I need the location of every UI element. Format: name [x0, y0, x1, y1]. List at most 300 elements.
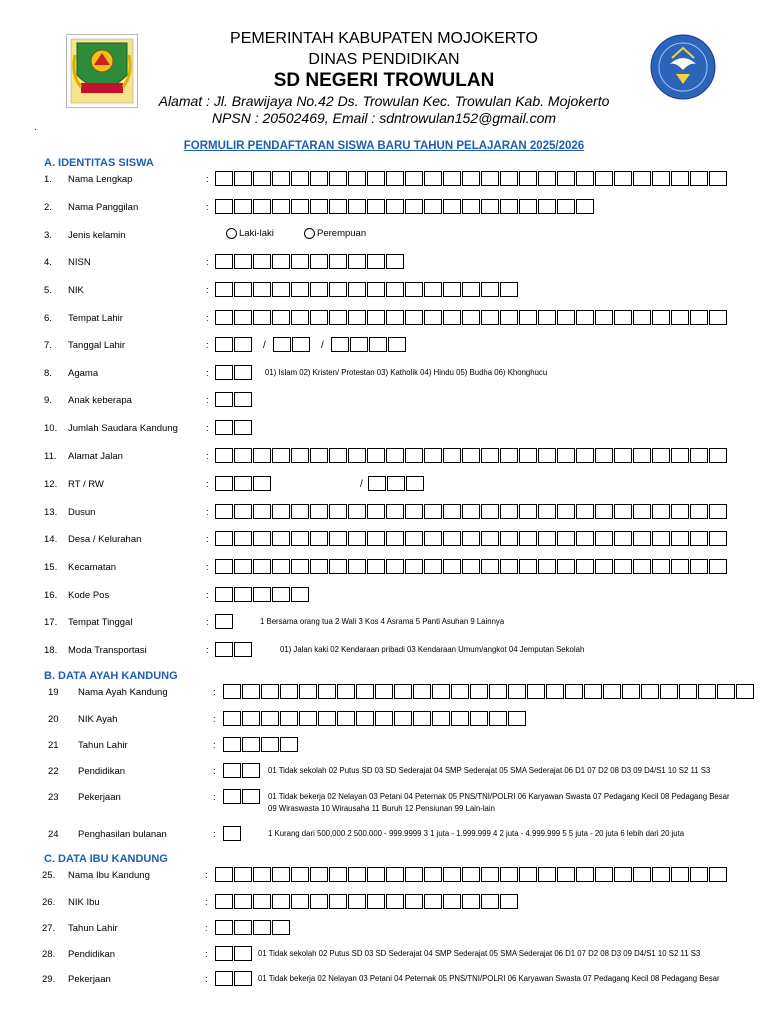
character-box[interactable] — [348, 282, 366, 297]
character-box[interactable] — [443, 448, 461, 463]
character-box[interactable] — [375, 684, 393, 699]
character-box[interactable] — [318, 711, 336, 726]
character-box[interactable] — [310, 894, 328, 909]
character-box[interactable] — [337, 711, 355, 726]
character-box[interactable] — [331, 337, 349, 352]
character-box[interactable] — [388, 337, 406, 352]
character-box[interactable] — [500, 171, 518, 186]
character-box[interactable] — [633, 559, 651, 574]
character-box[interactable] — [291, 310, 309, 325]
character-box[interactable] — [367, 894, 385, 909]
character-box[interactable] — [348, 171, 366, 186]
character-box[interactable] — [356, 711, 374, 726]
character-box[interactable] — [253, 894, 271, 909]
character-input-boxes[interactable] — [215, 946, 252, 961]
character-box[interactable] — [329, 448, 347, 463]
character-box[interactable] — [443, 504, 461, 519]
character-box[interactable] — [386, 531, 404, 546]
character-box[interactable] — [234, 867, 252, 882]
character-box[interactable] — [443, 199, 461, 214]
character-box[interactable] — [348, 254, 366, 269]
character-box[interactable] — [223, 789, 241, 804]
character-box[interactable] — [215, 614, 233, 629]
character-box[interactable] — [234, 310, 252, 325]
character-box[interactable] — [709, 504, 727, 519]
character-box[interactable] — [348, 504, 366, 519]
character-box[interactable] — [413, 711, 431, 726]
character-box[interactable] — [405, 867, 423, 882]
character-box[interactable] — [280, 684, 298, 699]
character-box[interactable] — [481, 199, 499, 214]
character-input-boxes[interactable] — [215, 420, 252, 435]
character-box[interactable] — [489, 711, 507, 726]
character-box[interactable] — [424, 199, 442, 214]
character-box[interactable] — [234, 282, 252, 297]
character-box[interactable] — [348, 894, 366, 909]
character-box[interactable] — [424, 559, 442, 574]
character-box[interactable] — [234, 642, 252, 657]
character-box[interactable] — [234, 504, 252, 519]
character-box[interactable] — [405, 282, 423, 297]
character-input-boxes[interactable] — [215, 920, 290, 935]
character-box[interactable] — [253, 448, 271, 463]
character-box[interactable] — [470, 711, 488, 726]
character-box[interactable] — [215, 171, 233, 186]
character-box[interactable] — [595, 867, 613, 882]
character-box[interactable] — [299, 711, 317, 726]
character-box[interactable] — [424, 531, 442, 546]
character-input-boxes[interactable] — [215, 171, 727, 186]
character-box[interactable] — [272, 282, 290, 297]
character-box[interactable] — [215, 867, 233, 882]
character-box[interactable] — [557, 171, 575, 186]
character-box[interactable] — [481, 310, 499, 325]
character-box[interactable] — [576, 504, 594, 519]
character-box[interactable] — [223, 711, 241, 726]
character-box[interactable] — [595, 310, 613, 325]
character-input-boxes[interactable] — [215, 337, 252, 352]
character-box[interactable] — [519, 531, 537, 546]
character-box[interactable] — [367, 199, 385, 214]
character-box[interactable] — [310, 282, 328, 297]
character-input-boxes[interactable] — [223, 826, 241, 841]
character-box[interactable] — [367, 448, 385, 463]
character-box[interactable] — [432, 684, 450, 699]
character-box[interactable] — [272, 254, 290, 269]
character-box[interactable] — [652, 559, 670, 574]
character-box[interactable] — [234, 531, 252, 546]
character-box[interactable] — [519, 559, 537, 574]
character-box[interactable] — [348, 310, 366, 325]
character-box[interactable] — [709, 531, 727, 546]
character-box[interactable] — [310, 310, 328, 325]
character-box[interactable] — [215, 587, 233, 602]
character-box[interactable] — [500, 448, 518, 463]
character-box[interactable] — [709, 310, 727, 325]
character-box[interactable] — [310, 504, 328, 519]
character-box[interactable] — [253, 920, 271, 935]
character-box[interactable] — [690, 310, 708, 325]
character-box[interactable] — [633, 867, 651, 882]
character-box[interactable] — [519, 448, 537, 463]
character-box[interactable] — [223, 826, 241, 841]
character-box[interactable] — [261, 684, 279, 699]
character-box[interactable] — [736, 684, 754, 699]
character-box[interactable] — [508, 684, 526, 699]
character-box[interactable] — [310, 531, 328, 546]
character-box[interactable] — [451, 684, 469, 699]
character-box[interactable] — [215, 642, 233, 657]
character-box[interactable] — [386, 894, 404, 909]
character-box[interactable] — [253, 476, 271, 491]
character-box[interactable] — [641, 684, 659, 699]
character-box[interactable] — [310, 171, 328, 186]
character-box[interactable] — [386, 171, 404, 186]
character-box[interactable] — [690, 531, 708, 546]
character-box[interactable] — [405, 199, 423, 214]
character-box[interactable] — [242, 789, 260, 804]
character-box[interactable] — [405, 504, 423, 519]
character-box[interactable] — [443, 171, 461, 186]
character-input-boxes[interactable] — [215, 365, 252, 380]
character-box[interactable] — [234, 971, 252, 986]
character-box[interactable] — [538, 559, 556, 574]
character-box[interactable] — [557, 867, 575, 882]
character-box[interactable] — [671, 448, 689, 463]
character-box[interactable] — [595, 448, 613, 463]
character-box[interactable] — [443, 531, 461, 546]
character-box[interactable] — [272, 531, 290, 546]
character-box[interactable] — [671, 310, 689, 325]
character-box[interactable] — [500, 310, 518, 325]
character-box[interactable] — [253, 171, 271, 186]
character-box[interactable] — [633, 310, 651, 325]
character-box[interactable] — [519, 504, 537, 519]
character-box[interactable] — [709, 559, 727, 574]
character-box[interactable] — [519, 867, 537, 882]
character-box[interactable] — [424, 867, 442, 882]
character-box[interactable] — [386, 867, 404, 882]
character-box[interactable] — [614, 531, 632, 546]
character-box[interactable] — [291, 171, 309, 186]
character-box[interactable] — [470, 684, 488, 699]
character-input-boxes[interactable] — [273, 337, 310, 352]
radio-circle-icon[interactable] — [304, 228, 315, 239]
character-box[interactable] — [538, 504, 556, 519]
character-box[interactable] — [652, 531, 670, 546]
character-box[interactable] — [538, 171, 556, 186]
character-box[interactable] — [348, 559, 366, 574]
character-box[interactable] — [215, 971, 233, 986]
character-box[interactable] — [576, 310, 594, 325]
character-box[interactable] — [310, 559, 328, 574]
character-box[interactable] — [291, 531, 309, 546]
character-box[interactable] — [690, 171, 708, 186]
character-box[interactable] — [671, 559, 689, 574]
character-box[interactable] — [481, 559, 499, 574]
character-box[interactable] — [538, 448, 556, 463]
character-box[interactable] — [709, 867, 727, 882]
character-box[interactable] — [576, 448, 594, 463]
character-input-boxes[interactable] — [215, 971, 252, 986]
character-box[interactable] — [299, 684, 317, 699]
character-input-boxes[interactable] — [223, 763, 260, 778]
character-box[interactable] — [595, 559, 613, 574]
character-box[interactable] — [652, 867, 670, 882]
character-box[interactable] — [223, 763, 241, 778]
character-box[interactable] — [291, 282, 309, 297]
character-input-boxes[interactable] — [215, 254, 404, 269]
character-box[interactable] — [462, 310, 480, 325]
character-box[interactable] — [462, 171, 480, 186]
character-box[interactable] — [329, 282, 347, 297]
character-box[interactable] — [223, 737, 241, 752]
character-input-boxes[interactable] — [223, 711, 526, 726]
character-box[interactable] — [253, 504, 271, 519]
character-input-boxes[interactable] — [215, 199, 594, 214]
character-box[interactable] — [386, 448, 404, 463]
character-box[interactable] — [500, 199, 518, 214]
character-box[interactable] — [253, 282, 271, 297]
character-box[interactable] — [215, 559, 233, 574]
character-box[interactable] — [261, 737, 279, 752]
character-box[interactable] — [310, 448, 328, 463]
character-box[interactable] — [603, 684, 621, 699]
character-box[interactable] — [310, 867, 328, 882]
character-box[interactable] — [660, 684, 678, 699]
character-box[interactable] — [519, 171, 537, 186]
character-box[interactable] — [633, 171, 651, 186]
character-box[interactable] — [405, 310, 423, 325]
character-box[interactable] — [671, 867, 689, 882]
character-box[interactable] — [234, 946, 252, 961]
character-box[interactable] — [546, 684, 564, 699]
radio-circle-icon[interactable] — [226, 228, 237, 239]
character-box[interactable] — [405, 448, 423, 463]
character-box[interactable] — [318, 684, 336, 699]
character-box[interactable] — [527, 684, 545, 699]
character-input-boxes[interactable] — [215, 894, 518, 909]
character-box[interactable] — [652, 448, 670, 463]
character-box[interactable] — [622, 684, 640, 699]
character-box[interactable] — [215, 920, 233, 935]
character-box[interactable] — [253, 310, 271, 325]
character-box[interactable] — [538, 199, 556, 214]
character-box[interactable] — [709, 171, 727, 186]
character-box[interactable] — [481, 171, 499, 186]
character-box[interactable] — [242, 763, 260, 778]
character-box[interactable] — [337, 684, 355, 699]
character-box[interactable] — [576, 867, 594, 882]
character-box[interactable] — [375, 711, 393, 726]
character-box[interactable] — [234, 920, 252, 935]
character-box[interactable] — [386, 282, 404, 297]
character-box[interactable] — [557, 310, 575, 325]
character-box[interactable] — [386, 504, 404, 519]
character-box[interactable] — [614, 504, 632, 519]
character-input-boxes[interactable] — [215, 448, 727, 463]
character-box[interactable] — [291, 587, 309, 602]
character-box[interactable] — [576, 199, 594, 214]
character-box[interactable] — [462, 867, 480, 882]
character-box[interactable] — [253, 587, 271, 602]
character-box[interactable] — [413, 684, 431, 699]
character-box[interactable] — [481, 448, 499, 463]
character-box[interactable] — [538, 531, 556, 546]
character-box[interactable] — [462, 894, 480, 909]
character-box[interactable] — [633, 504, 651, 519]
character-box[interactable] — [576, 531, 594, 546]
character-box[interactable] — [350, 337, 368, 352]
character-box[interactable] — [614, 310, 632, 325]
character-box[interactable] — [367, 254, 385, 269]
character-box[interactable] — [424, 504, 442, 519]
character-box[interactable] — [462, 531, 480, 546]
character-box[interactable] — [215, 531, 233, 546]
character-box[interactable] — [234, 254, 252, 269]
character-box[interactable] — [253, 199, 271, 214]
character-box[interactable] — [329, 199, 347, 214]
character-box[interactable] — [500, 282, 518, 297]
character-box[interactable] — [679, 684, 697, 699]
character-input-boxes[interactable] — [331, 337, 406, 352]
character-box[interactable] — [462, 504, 480, 519]
character-box[interactable] — [386, 310, 404, 325]
character-box[interactable] — [367, 867, 385, 882]
character-box[interactable] — [508, 711, 526, 726]
character-box[interactable] — [462, 199, 480, 214]
character-box[interactable] — [481, 282, 499, 297]
character-box[interactable] — [614, 867, 632, 882]
character-box[interactable] — [386, 559, 404, 574]
character-box[interactable] — [368, 476, 386, 491]
character-box[interactable] — [595, 504, 613, 519]
character-box[interactable] — [215, 254, 233, 269]
character-input-boxes[interactable] — [215, 642, 252, 657]
character-box[interactable] — [394, 684, 412, 699]
character-box[interactable] — [633, 531, 651, 546]
character-box[interactable] — [234, 365, 252, 380]
character-box[interactable] — [557, 448, 575, 463]
character-box[interactable] — [348, 199, 366, 214]
character-box[interactable] — [671, 171, 689, 186]
character-box[interactable] — [462, 282, 480, 297]
character-box[interactable] — [215, 310, 233, 325]
character-box[interactable] — [481, 531, 499, 546]
character-box[interactable] — [253, 254, 271, 269]
character-box[interactable] — [329, 504, 347, 519]
character-box[interactable] — [215, 392, 233, 407]
character-box[interactable] — [481, 894, 499, 909]
character-box[interactable] — [329, 559, 347, 574]
character-box[interactable] — [272, 920, 290, 935]
character-box[interactable] — [242, 684, 260, 699]
character-box[interactable] — [652, 310, 670, 325]
character-box[interactable] — [348, 531, 366, 546]
character-box[interactable] — [329, 171, 347, 186]
character-box[interactable] — [405, 531, 423, 546]
character-box[interactable] — [348, 448, 366, 463]
character-box[interactable] — [406, 476, 424, 491]
character-box[interactable] — [451, 711, 469, 726]
character-box[interactable] — [709, 448, 727, 463]
character-box[interactable] — [500, 559, 518, 574]
character-box[interactable] — [234, 448, 252, 463]
character-input-boxes[interactable] — [215, 476, 271, 491]
character-box[interactable] — [215, 504, 233, 519]
character-box[interactable] — [291, 894, 309, 909]
character-box[interactable] — [462, 448, 480, 463]
character-box[interactable] — [242, 737, 260, 752]
character-box[interactable] — [690, 448, 708, 463]
character-box[interactable] — [253, 867, 271, 882]
character-input-boxes[interactable] — [223, 789, 260, 804]
character-box[interactable] — [215, 365, 233, 380]
character-box[interactable] — [367, 282, 385, 297]
character-box[interactable] — [310, 254, 328, 269]
character-box[interactable] — [595, 171, 613, 186]
character-box[interactable] — [443, 282, 461, 297]
character-input-boxes[interactable] — [215, 587, 309, 602]
character-box[interactable] — [489, 684, 507, 699]
character-box[interactable] — [565, 684, 583, 699]
gender-radio-female[interactable] — [304, 228, 366, 239]
character-box[interactable] — [234, 392, 252, 407]
character-box[interactable] — [405, 559, 423, 574]
character-box[interactable] — [215, 337, 233, 352]
character-box[interactable] — [671, 531, 689, 546]
character-box[interactable] — [272, 448, 290, 463]
character-box[interactable] — [424, 282, 442, 297]
character-box[interactable] — [538, 310, 556, 325]
character-box[interactable] — [500, 894, 518, 909]
character-box[interactable] — [348, 867, 366, 882]
character-box[interactable] — [291, 448, 309, 463]
character-box[interactable] — [443, 867, 461, 882]
character-box[interactable] — [291, 254, 309, 269]
character-input-boxes[interactable] — [215, 614, 233, 629]
character-box[interactable] — [261, 711, 279, 726]
character-box[interactable] — [223, 684, 241, 699]
character-box[interactable] — [500, 867, 518, 882]
character-box[interactable] — [273, 337, 291, 352]
character-box[interactable] — [234, 171, 252, 186]
character-box[interactable] — [481, 504, 499, 519]
character-box[interactable] — [242, 711, 260, 726]
character-box[interactable] — [614, 448, 632, 463]
character-box[interactable] — [215, 894, 233, 909]
character-box[interactable] — [253, 531, 271, 546]
character-input-boxes[interactable] — [215, 504, 727, 519]
character-box[interactable] — [280, 711, 298, 726]
character-box[interactable] — [292, 337, 310, 352]
character-box[interactable] — [234, 476, 252, 491]
character-box[interactable] — [215, 946, 233, 961]
character-box[interactable] — [356, 684, 374, 699]
character-input-boxes[interactable] — [215, 559, 727, 574]
character-box[interactable] — [690, 559, 708, 574]
character-box[interactable] — [614, 171, 632, 186]
character-box[interactable] — [291, 199, 309, 214]
character-box[interactable] — [717, 684, 735, 699]
character-box[interactable] — [633, 448, 651, 463]
character-box[interactable] — [272, 171, 290, 186]
character-box[interactable] — [253, 559, 271, 574]
character-box[interactable] — [272, 199, 290, 214]
character-box[interactable] — [671, 504, 689, 519]
character-box[interactable] — [367, 531, 385, 546]
character-box[interactable] — [234, 337, 252, 352]
